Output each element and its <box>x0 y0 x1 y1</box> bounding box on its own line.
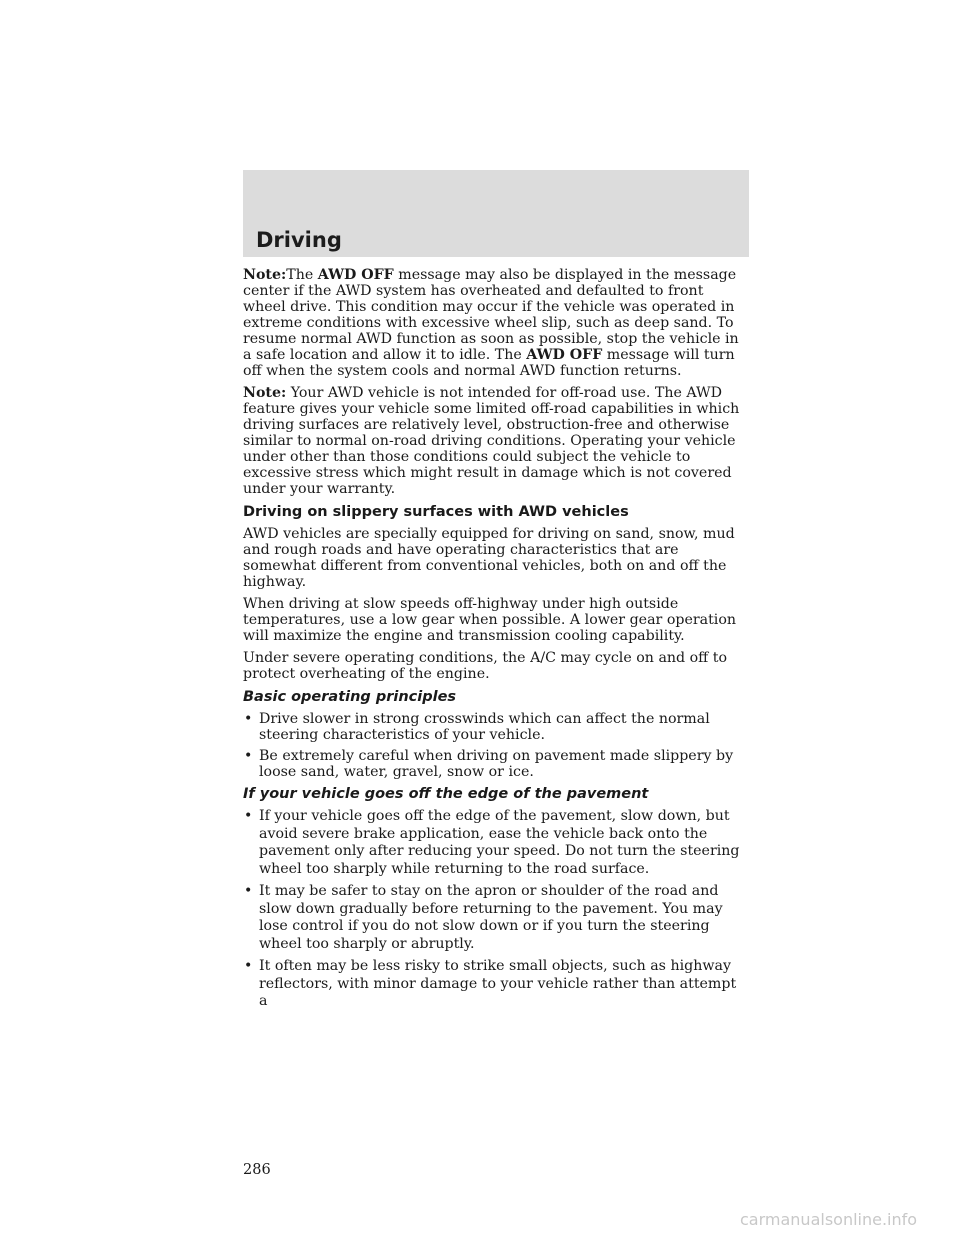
off-pavement-list <box>243 808 749 1011</box>
paragraph: AWD vehicles are specially equipped for driving on sand, snow, mud and rough roads and have operating characteristics that are somewhat different from conventional vehicles, both on and off the highway. <box>243 526 735 590</box>
bullet-icon: • <box>244 808 253 824</box>
note-label: Note: <box>243 267 287 283</box>
list-item-text: Drive slower in strong crosswinds which can affect the normal steering characteristics of your vehicle. <box>259 711 710 743</box>
section-title: Driving <box>256 228 342 252</box>
note-off-road <box>243 385 749 497</box>
list-item-text: It may be safer to stay on the apron or shoulder of the road and slow down gradually before returning to the pavement. You may lose control if you do not slow down or if you turn the steering wheel too sharply or abruptly. <box>259 883 723 952</box>
list-item-text: It often may be less risky to strike small objects, such as highway reflectors, with minor damage to your vehicle rather than attempt a <box>259 958 737 1009</box>
subheading-basic-principles: Basic operating principles <box>243 689 457 705</box>
list-item <box>243 808 749 878</box>
note-text: The <box>286 267 318 283</box>
section-heading: Driving on slippery surfaces with AWD vehicles <box>243 504 629 520</box>
bullet-icon: • <box>244 748 253 764</box>
bullet-icon: • <box>244 711 253 727</box>
note-text: message may also be displayed in the message center if the AWD system has overheated and defaulted to front wheel drive. This condition may occur if the vehicle was operated in extreme conditions with excessive wheel slip, such as deep sand. To resume normal AWD function as soon as possible, stop the vehicle in a safe location and allow it to idle. The <box>243 267 739 363</box>
note-text: message will turn off when the system cools and normal AWD function returns. <box>243 347 735 379</box>
basic-principles-list <box>243 711 749 780</box>
paragraph: When driving at slow speeds off-highway under high outside temperatures, use a low gear when possible. A lower gear operation will maximize the engine and transmission cooling capability. <box>243 596 736 644</box>
note-text: Your AWD vehicle is not intended for off-road use. The AWD feature gives your vehicle some limited off-road capabilities in which driving surfaces are relatively level, obstruction-free and otherwise similar to normal on-road driving conditions. Operating your vehicle under other than those conditions could subject the vehicle to excessive stress which might result in damage which is not covered under your warranty. <box>243 385 740 497</box>
list-item <box>243 883 749 953</box>
bullet-icon: • <box>244 958 253 974</box>
list-item-text: Be extremely careful when driving on pavement made slippery by loose sand, water, gravel, snow or ice. <box>259 748 734 780</box>
page-content <box>243 267 749 1016</box>
bullet-icon: • <box>244 883 253 899</box>
note-awd-off <box>243 267 749 379</box>
paragraph: Under severe operating conditions, the A/C may cycle on and off to protect overheating of the engine. <box>243 650 728 682</box>
list-item <box>243 711 749 743</box>
list-item <box>243 958 749 1011</box>
watermark: carmanualsonline.info <box>740 1210 918 1229</box>
list-item-text: If your vehicle goes off the edge of the pavement, slow down, but avoid severe brake application, ease the vehicle back onto the pavement only after reducing your speed. Do not turn the steering wheel too sharply while returning to the road surface. <box>259 808 740 877</box>
page-number: 286 <box>243 1162 271 1178</box>
awd-off-message: AWD OFF <box>526 347 603 363</box>
subheading-off-pavement: If your vehicle goes off the edge of the pavement <box>243 786 649 802</box>
list-item <box>243 748 749 780</box>
note-label: Note: <box>243 385 287 401</box>
awd-off-message: AWD OFF <box>317 267 394 283</box>
